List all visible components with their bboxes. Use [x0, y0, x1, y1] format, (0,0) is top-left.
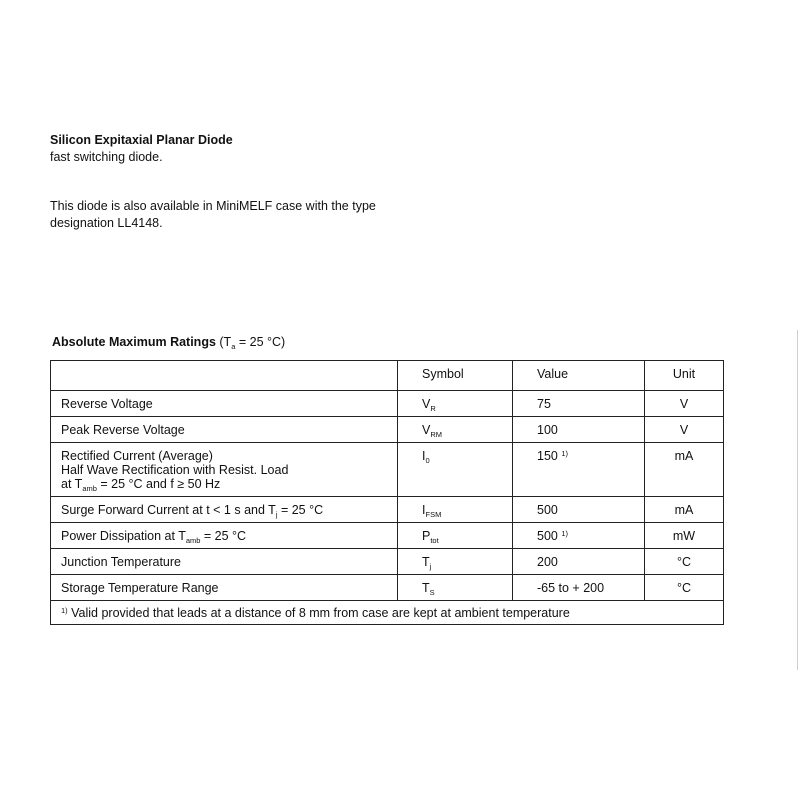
value-cell: 200: [513, 549, 645, 575]
intro-line-2: designation LL4148.: [50, 215, 163, 230]
footnote-text: Valid provided that leads at a distance of 8 mm from case are kept at ambient temperature: [67, 606, 570, 620]
param-post: = 25 °C: [200, 529, 247, 543]
unit-cell: V: [645, 391, 724, 417]
header-param-cell: [51, 361, 398, 391]
header-value: Value: [513, 361, 645, 391]
unit-cell: V: [645, 417, 724, 443]
symbol-sub: 0: [425, 456, 430, 465]
value-cell: [513, 443, 645, 497]
param-line-3-pre: at T: [61, 477, 83, 491]
param-cell: Junction Temperature: [51, 549, 398, 575]
table-row: [51, 497, 724, 523]
value-cell: 500: [513, 497, 645, 523]
ratings-heading-title: Absolute Maximum Ratings: [52, 335, 216, 349]
product-subtitle: fast switching diode.: [50, 150, 163, 164]
param-sub: amb: [185, 536, 201, 545]
param-cell: [51, 497, 398, 523]
table-row: [51, 549, 724, 575]
footnote-cell: [51, 601, 724, 625]
value-text: 500: [537, 529, 558, 543]
value-cell: [513, 523, 645, 549]
table-row: [51, 523, 724, 549]
table-row: [51, 575, 724, 601]
footnote-ref: 1): [561, 529, 569, 538]
param-line-1: Rectified Current (Average): [61, 449, 213, 463]
value-text: 150: [537, 449, 558, 463]
ratings-heading: [52, 335, 285, 349]
header-unit: Unit: [645, 361, 724, 391]
symbol-sub: j: [429, 562, 432, 571]
symbol-cell: [398, 391, 513, 417]
intro-paragraph: [50, 198, 410, 231]
param-pre: Power Dissipation at T: [61, 529, 186, 543]
symbol-cell: [398, 575, 513, 601]
intro-line-1: This diode is also available in MiniMELF case with the type: [50, 199, 376, 213]
value-cell: 100: [513, 417, 645, 443]
footnote-mark: 1): [61, 606, 68, 615]
unit-cell: mA: [645, 497, 724, 523]
footnote-ref: 1): [561, 449, 569, 458]
symbol-sub: FSM: [425, 510, 442, 519]
symbol-cell: [398, 497, 513, 523]
symbol-cell: [398, 443, 513, 497]
scan-edge-line: [797, 330, 798, 670]
symbol-main: T: [422, 581, 430, 595]
symbol-main: I: [422, 449, 426, 463]
footnote-row: [51, 601, 724, 625]
param-post: = 25 °C: [277, 503, 324, 517]
ratings-table: [50, 360, 724, 625]
symbol-main: I: [422, 503, 426, 517]
symbol-sub: S: [429, 588, 435, 597]
param-sub: j: [275, 510, 278, 519]
param-cell: Reverse Voltage: [51, 391, 398, 417]
param-pre: Surge Forward Current at t < 1 s and T: [61, 503, 276, 517]
param-cell: [51, 443, 398, 497]
ratings-heading-cond-pre: (T: [215, 335, 232, 349]
value-cell: -65 to + 200: [513, 575, 645, 601]
table-row: [51, 417, 724, 443]
ratings-heading-cond-post: = 25 °C): [235, 335, 286, 349]
symbol-main: P: [422, 529, 431, 543]
unit-cell: mA: [645, 443, 724, 497]
symbol-cell: [398, 523, 513, 549]
param-line-3-post: = 25 °C and f ≥ 50 Hz: [96, 477, 221, 491]
param-cell: Peak Reverse Voltage: [51, 417, 398, 443]
param-line-2: Half Wave Rectification with Resist. Load: [61, 463, 289, 477]
param-line-3-sub: amb: [82, 484, 97, 493]
unit-cell: °C: [645, 575, 724, 601]
unit-cell: °C: [645, 549, 724, 575]
value-cell: 75: [513, 391, 645, 417]
symbol-sub: tot: [430, 536, 439, 545]
product-title: Silicon Expitaxial Planar Diode: [50, 133, 233, 147]
symbol-cell: [398, 417, 513, 443]
param-cell: Storage Temperature Range: [51, 575, 398, 601]
table-row: [51, 443, 724, 497]
header-symbol: Symbol: [398, 361, 513, 391]
table-row: [51, 391, 724, 417]
symbol-main: V: [422, 397, 431, 411]
param-cell: [51, 523, 398, 549]
symbol-sub: R: [430, 404, 436, 413]
symbol-main: T: [422, 555, 430, 569]
symbol-sub: RM: [430, 430, 443, 439]
table-header-row: [51, 361, 724, 391]
param-line-3: [61, 477, 397, 491]
symbol-main: V: [422, 423, 431, 437]
symbol-cell: [398, 549, 513, 575]
unit-cell: mW: [645, 523, 724, 549]
ratings-heading-cond-sub: a: [231, 342, 236, 351]
